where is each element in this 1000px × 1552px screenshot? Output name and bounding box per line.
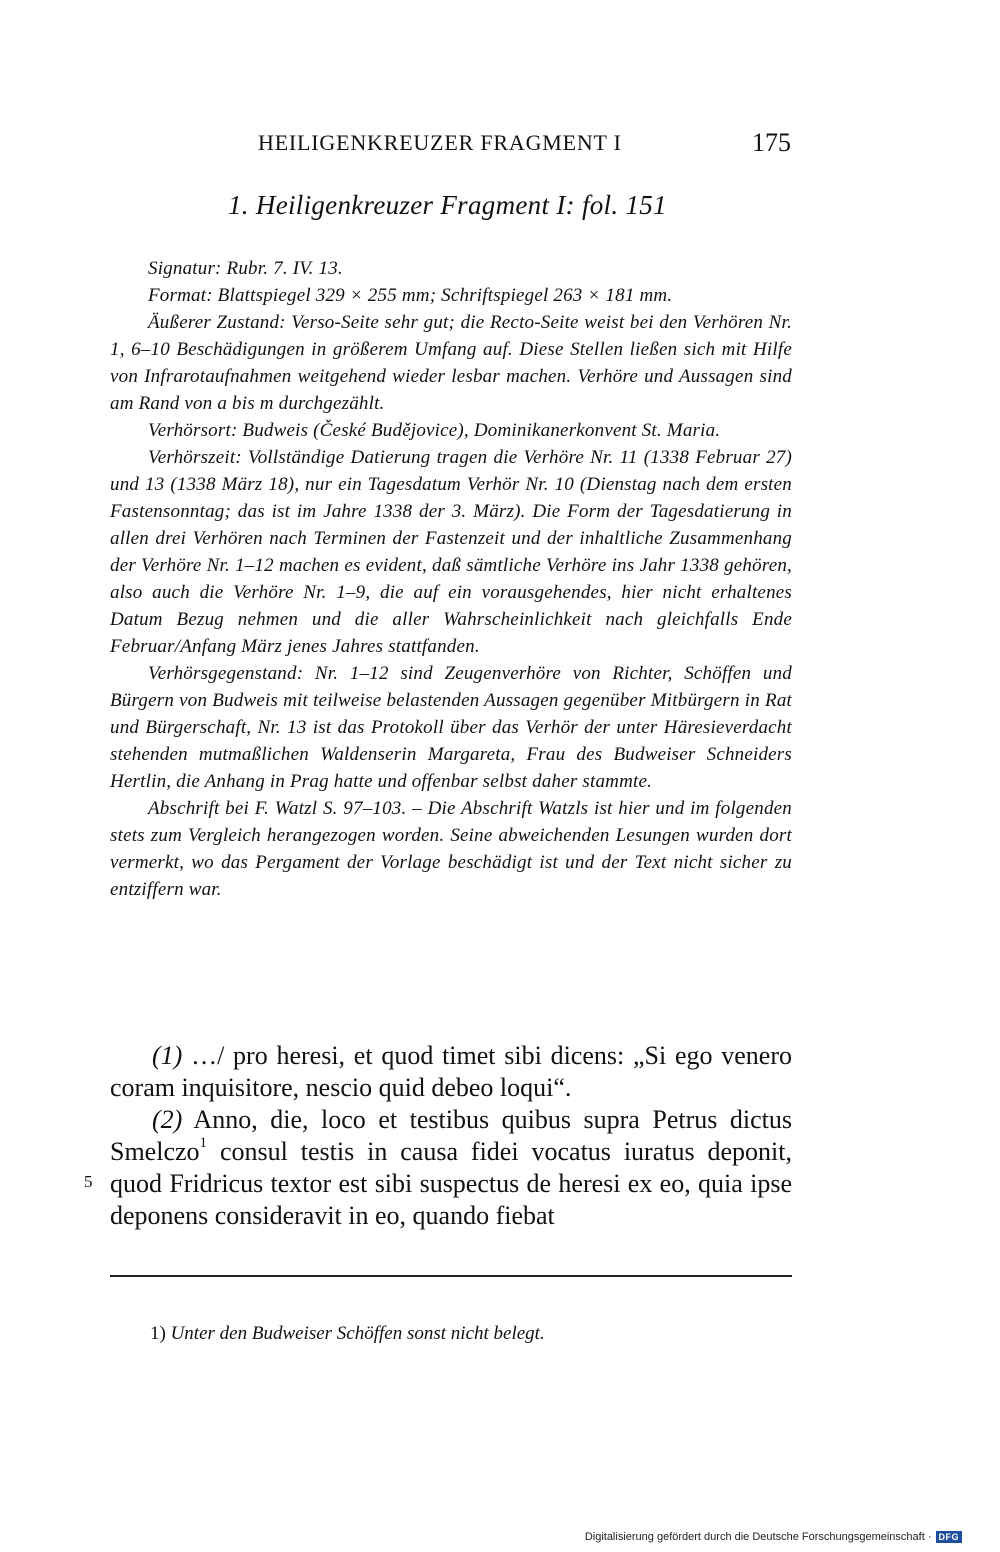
digitization-credit (585, 1531, 962, 1543)
section-title: 1. Heiligenkreuzer Fragment I: fol. 151 (228, 190, 667, 220)
dfg-logo-icon: DFG (936, 1531, 963, 1543)
footnote (150, 1323, 545, 1345)
footnote-marker: 1) (150, 1323, 166, 1344)
paragraph-number: (1) (152, 1041, 183, 1070)
paragraph-body-continued: consul testis in causa fidei vocatus iuratus deponit, quod Fridricus textor est sibi suspectus de heresi ex eo, quia ipse deponens consideravit in eo, quando fiebat (110, 1137, 792, 1230)
footnote-divider (110, 1275, 792, 1277)
metadata-block (110, 255, 792, 903)
meta-zeit: Verhörszeit: Vollständige Datierung tragen die Verhöre Nr. 11 (1338 Februar 27) und 13 (1338 März 18), nur ein Tagesdatum Verhör Nr. 10 (Dienstag nach dem ersten Fastensonntag; das ist im Jahre 1338 der 3. März). Die Form der Tagesdatierung in allen drei Verhören nach Terminen der Fastenzeit und der inhaltliche Zusammenhang der Verhöre Nr. 1–12 machen es evident, daß sämtliche Verhöre ins Jahr 1338 gehören, also auch die Verhöre Nr. 1–9, die auf ein vorausgehendes, hier nicht erhaltenes Datum Bezug nehmen und die aller Wahrscheinlichkeit nach gleichfalls Ende Februar/Anfang März jenes Jahres stattfanden. (110, 447, 792, 657)
page-number: 175 (752, 128, 791, 157)
main-text (110, 1040, 792, 1232)
paragraph-2 (110, 1104, 792, 1232)
footnote-reference[interactable]: 1 (199, 1135, 208, 1151)
line-number: 5 (84, 1172, 93, 1191)
meta-abschrift: Abschrift bei F. Watzl S. 97–103. – Die Abschrift Watzls ist hier und im folgenden stets zum Vergleich herangezogen worden. Seine abweichenden Lesungen wurden dort vermerkt, wo das Pergament der Vorlage beschädigt ist und der Text nicht sicher zu entziffern war. (110, 798, 792, 900)
credit-text: Digitalisierung gefördert durch die Deutsche Forschungsgemeinschaft · (584, 1531, 932, 1543)
meta-format: Format: Blattspiegel 329 × 255 mm; Schriftspiegel 263 × 181 mm. (148, 285, 673, 306)
meta-signatur: Signatur: Rubr. 7. IV. 13. (148, 258, 343, 279)
paragraph-body: Anno, die, loco et testibus quibus supra Petrus dictus Smelczo (110, 1105, 792, 1166)
meta-gegenstand: Verhörsgegenstand: Nr. 1–12 sind Zeugenverhöre von Richter, Schöffen und Bürgern von Budweis mit teilweise belastenden Aussagen gegenüber Mitbürgern in Rat und Bürgerschaft, Nr. 13 ist das Protokoll über das Verhör der unter Häresieverdacht stehenden mutmaßlichen Waldenserin Margareta, Frau des Budweiser Schneiders Hertlin, die Anhang in Prag hatte und offenbar selbst daher stammte. (110, 663, 792, 792)
footnote-text: Unter den Budweiser Schöffen sonst nicht belegt. (170, 1323, 545, 1344)
paragraph-body: …/ pro heresi, et quod timet sibi dicens: „Si ego venero coram inquisitore, nescio quid debeo loqui“. (110, 1041, 792, 1102)
running-title: HEILIGENKREUZER FRAGMENT I (258, 130, 622, 155)
paragraph-number: (2) (152, 1105, 183, 1134)
paragraph-1 (110, 1040, 792, 1104)
meta-ort: Verhörsort: Budweis (České Budějovice), Dominikanerkonvent St. Maria. (148, 420, 721, 441)
meta-zustand: Äußerer Zustand: Verso-Seite sehr gut; die Recto-Seite weist bei den Verhören Nr. 1, 6–10 Beschädigungen in größerem Umfang auf. Diese Stellen ließen sich mit Hilfe von Infrarotaufnahmen weitgehend wieder lesbar machen. Verhöre und Aussagen sind am Rand von a bis m durchgezählt. (110, 312, 792, 414)
